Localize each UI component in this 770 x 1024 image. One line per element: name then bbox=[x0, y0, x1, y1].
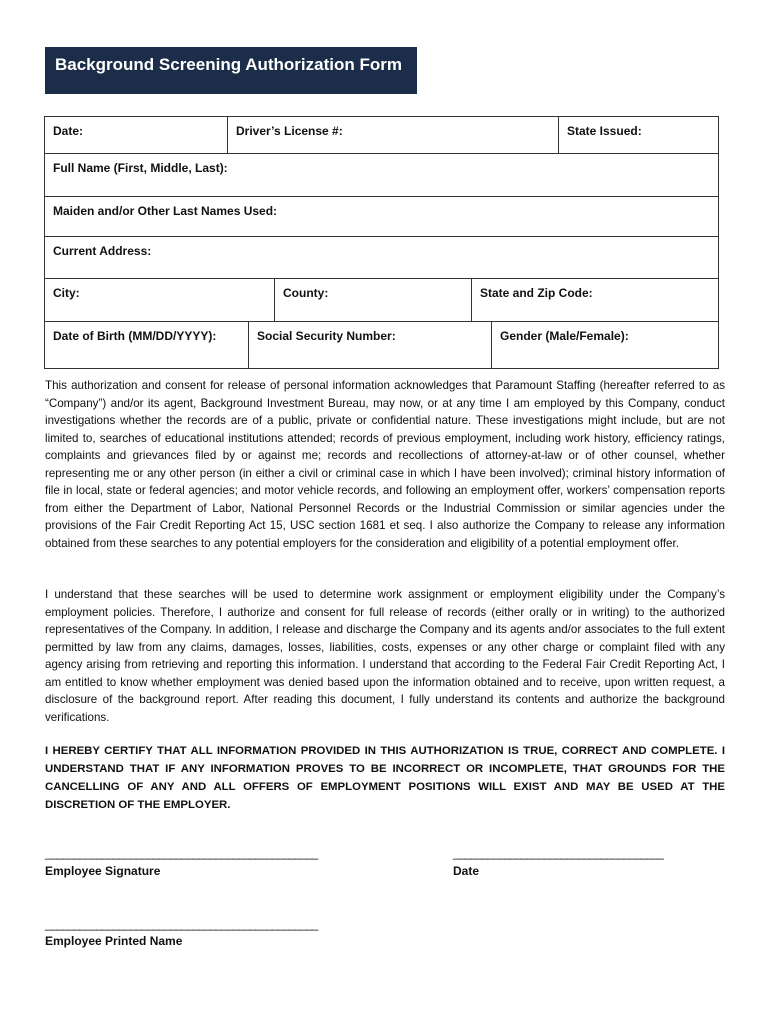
employee-signature-line[interactable]: ________________________________________________ bbox=[45, 846, 318, 860]
date-signature-line[interactable]: _____________________________________ bbox=[453, 846, 663, 860]
state-zip-field[interactable]: State and Zip Code: bbox=[471, 279, 718, 321]
authorization-paragraph: This authorization and consent for release of personal information acknowledges that Paramount Staffing (hereafter referred to as “Company”) and/or its agent, Background Investment Bureau, may now, or at any time I am employed by this Company, conduct investigations whether the records are of a public, private or confidential nature. These investigations might include, but are not limited to, searches of educational institutions attended; records of previous employment, including work history, efficiency ratings, complaints and grievances filed by or against me; records and recollections of attorney-at-law or of other counsel, whether representing me or any other person (in either a civil or criminal case in which I have been involved); criminal history information of file in local, state or federal agencies; and motor vehicle records, and following an employment offer, workers’ compensation reports from either the Department of Labor, National Personnel Records or the Industrial Commission or similar agencies under the provisions of the Fair Credit Reporting Act 15, USC section 1681 et seq. I also authorize the Company to release any information obtained from these searches to any potential employers for the consideration and eligibility of a potential employment offer. bbox=[45, 379, 725, 550]
full-name-field[interactable]: Full Name (First, Middle, Last): bbox=[53, 161, 228, 175]
printed-name-line[interactable]: ________________________________________________ bbox=[45, 917, 318, 931]
applicant-info-grid bbox=[44, 116, 719, 369]
state-issued-field[interactable]: State Issued: bbox=[558, 117, 718, 153]
form-row bbox=[45, 321, 718, 368]
form-row bbox=[45, 196, 718, 236]
printed-name-label: Employee Printed Name bbox=[45, 934, 183, 948]
date-field[interactable]: Date: bbox=[53, 124, 84, 138]
date-of-birth-field[interactable]: Date of Birth (MM/DD/YYYY): bbox=[53, 329, 217, 343]
form-title: Background Screening Authorization Form bbox=[45, 47, 417, 94]
gender-field[interactable]: Gender (Male/Female): bbox=[491, 322, 718, 368]
form-row bbox=[45, 236, 718, 278]
county-field[interactable]: County: bbox=[274, 279, 471, 321]
current-address-field[interactable]: Current Address: bbox=[53, 244, 152, 258]
form-row bbox=[45, 153, 718, 196]
form-row bbox=[45, 117, 718, 153]
city-field[interactable]: City: bbox=[53, 286, 80, 300]
date-signature-label: Date bbox=[453, 864, 480, 878]
employee-signature-label: Employee Signature bbox=[45, 864, 161, 878]
maiden-names-field[interactable]: Maiden and/or Other Last Names Used: bbox=[53, 204, 278, 218]
understanding-paragraph: I understand that these searches will be used to determine work assignment or employment eligibility under the Company’s employment policies. Therefore, I authorize and consent for full release of records (either orally or in writing) to the authorized representatives of the Company. In addition, I release and discharge the Company and its agents and/or associates to the full extent permitted by law from any claims, damages, losses, liabilities, costs, expenses or any other charge or complaint filed with any agency arising from retrieving and reporting this information. I understand that according to the Federal Fair Credit Reporting Act, I am entitled to know whether employment was denied based upon the information obtained and to receive, upon written request, a disclosure of the background report. After reading this document, I fully understand its contents and authorize the background verifications. bbox=[45, 588, 725, 724]
ssn-field[interactable]: Social Security Number: bbox=[248, 322, 491, 368]
form-row bbox=[45, 278, 718, 321]
certification-paragraph: I HEREBY CERTIFY THAT ALL INFORMATION PROVIDED IN THIS AUTHORIZATION IS TRUE, CORRECT AND COMPLETE. I UNDERSTAND THAT IF ANY INFORMATION PROVES TO BE INCORRECT OR INCOMPLETE, THAT GROUNDS FOR THE CANCELLING OF ANY AND ALL OFFERS OF EMPLOYMENT POSITIONS WILL EXIST AND MAY BE USED AT THE DISCRETION OF THE EMPLOYER. bbox=[45, 745, 725, 811]
drivers-license-field[interactable]: Driver’s License #: bbox=[227, 117, 558, 153]
